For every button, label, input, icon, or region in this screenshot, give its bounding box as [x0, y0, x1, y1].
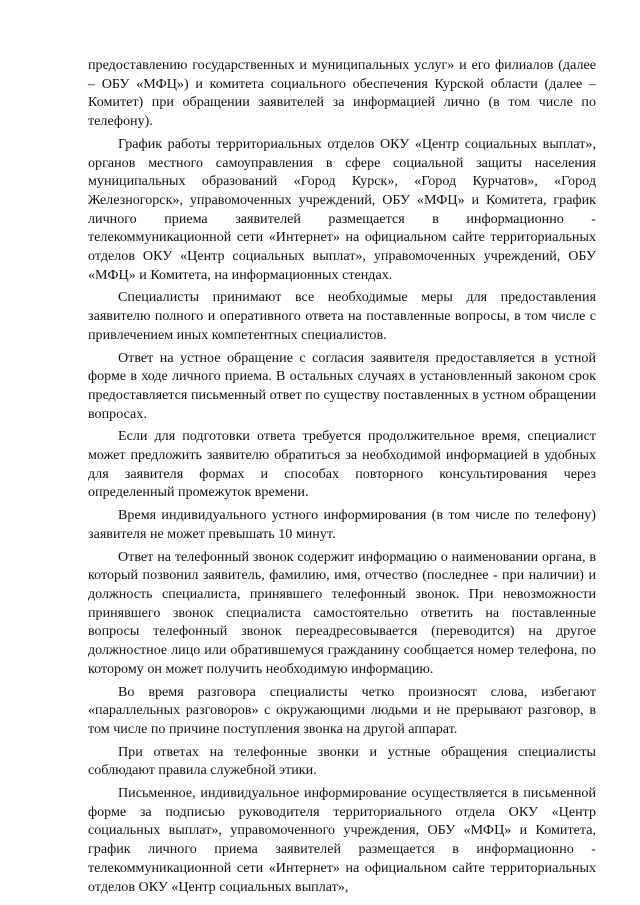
paragraph-service-ethics: При ответах на телефонные звонки и устные обращения специалисты соблюдают правила служебной этики. — [88, 743, 596, 779]
document-page — [88, 56, 596, 900]
paragraph-work-schedule: График работы территориальных отделов ОКУ «Центр социальных выплат», органов местного самоуправления в сфере социальной защиты населения муниципальных образований «Город Курск», «Город Курчатов», «Город Железногорск», управомоченных учреждений, ОБУ «МФЦ» и Комитета, график личного приема заявителей размещается в информационно - телекоммуникационной сети «Интернет» на официальном сайте территориальных отделов ОКУ «Центр социальных выплат», управомоченных учреждений, ОБУ «МФЦ» и Комитета, на информационных стендах. — [88, 135, 596, 283]
paragraph-time-limit: Время индивидуального устного информирования (в том числе по телефону) заявителя не может превышать 10 минут. — [88, 507, 596, 542]
paragraph-oral-answer: Ответ на устное обращение с согласия заявителя предоставляется в устной форме в ходе личного приема. В остальных случаях в установленный законом срок предоставляется письменный ответ по существу поставленных в устном обращении вопросах. — [88, 349, 596, 422]
paragraph-long-preparation: Если для подготовки ответа требуется продолжительное время, специалист может предложить заявителю обратиться за необходимой информацией в удобных для заявителя формах и способах повторного консультирования через определенный промежуток времени. — [88, 428, 596, 501]
paragraph-conversation-rules: Во время разговора специалисты четко произносят слова, избегают «параллельных разговоров» с окружающими людьми и не прерывают разговор, в том числе по причине поступления звонка на другой аппарат. — [88, 683, 596, 737]
paragraph-written-informing: Письменное, индивидуальное информирование осуществляется в письменной форме за подписью руководителя территориального отдела ОКУ «Центр социальных выплат», управомоченного учреждения, ОБУ «МФЦ» и Комитета, график личного приема заявителей размещается в информационно - телекоммуникационной сети «Интернет» на официальном сайте территориальных отделов ОКУ «Центр социальных выплат», — [88, 785, 596, 895]
paragraph-continuation: предоставлению государственных и муниципальных услуг» и его филиалов (далее – ОБУ «МФЦ») и комитета социального обеспечения Курской области (далее – Комитет) при обращении заявителей за информацией лично (в том числе по телефону). — [88, 57, 596, 130]
paragraph-specialists-measures: Специалисты принимают все необходимые меры для предоставления заявителю полного и оперативного ответа на поставленные вопросы, в том числе с привлечением иных компетентных специалистов. — [88, 289, 596, 343]
paragraph-phone-answer: Ответ на телефонный звонок содержит информацию о наименовании органа, в который позвонил заявитель, фамилию, имя, отчество (последнее - при наличии) и должность специалиста, принявшего телефонный звонок. При невозможности принявшего звонок специалиста самостоятельно ответить на поставленные вопросы телефонный звонок переадресовывается (переводится) на другое должностное лицо или обратившемуся гражданину сообщается номер телефона, по которому он может получить необходимую информацию. — [88, 548, 596, 677]
